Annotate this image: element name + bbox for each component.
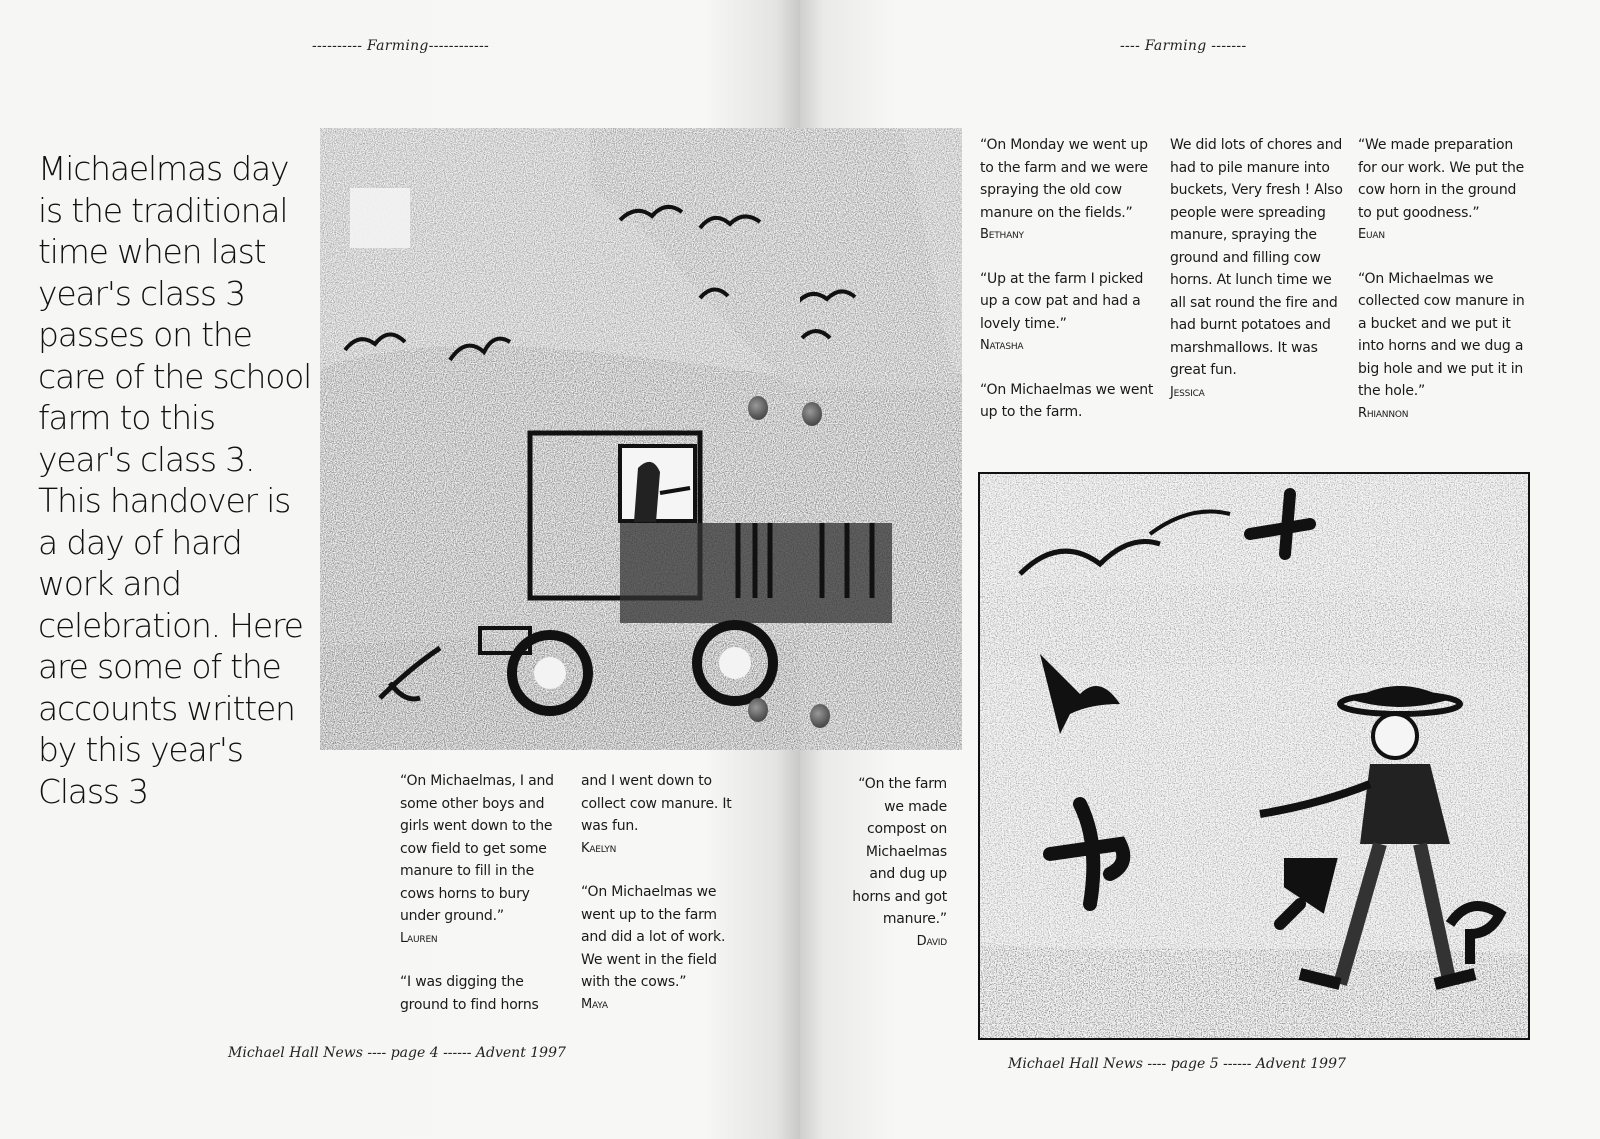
quotes-column-2 <box>1170 134 1345 425</box>
tractor-drawing-continued-svg <box>800 128 962 750</box>
binding-hole <box>802 402 822 426</box>
quote-text: “On Monday we went up to the farm and we were spraying the old cow manure on the fields.” <box>980 137 1148 221</box>
quote-david <box>852 773 947 974</box>
intro-text: Michaelmas day is the traditional time when last year's class 3 passes on the care of the school farm to this year's class 3. This handover is a day of hard work and celebration. Here are some of the accounts written by this year's Class 3 <box>38 149 312 811</box>
quote-rhiannon <box>1358 268 1533 426</box>
quote-text: “On Michaelmas we went up to the farm. <box>980 381 1154 420</box>
quote-author: Maya <box>581 996 608 1012</box>
tractor-drawing <box>320 128 800 750</box>
quote-euan <box>1358 134 1533 247</box>
quote-author: Lauren <box>400 930 438 946</box>
tractor-drawing-svg <box>320 128 800 750</box>
quote-text: “On Michaelmas we collected cow manure in a bucket and we put it into horns and we dug a big hole and we put it in the hole.” <box>1358 270 1525 399</box>
binding-hole <box>810 704 830 728</box>
quote-text: “On Michaelmas we went up to the farm and did a lot of work. We went in the field with the cows.” <box>581 884 726 990</box>
quote-jessica <box>1170 134 1345 404</box>
quote-natasha <box>980 268 1156 358</box>
quotes-column-1 <box>980 134 1156 445</box>
page-footer: Michael Hall News ---- page 4 ------ Advent 1997 <box>228 1045 566 1061</box>
quote-author: Kaelyn <box>581 840 617 856</box>
quotes-column-2 <box>581 770 746 1037</box>
page-5 <box>800 0 1600 1139</box>
quote-text: “Up at the farm I picked up a cow pat and had a lovely time.” <box>980 270 1144 332</box>
farmer-drawing <box>978 472 1530 1040</box>
quote-bethany <box>980 134 1156 247</box>
quote-kaelyn <box>581 770 746 860</box>
quote-author: Jessica <box>1170 384 1205 400</box>
quote-author: Bethany <box>980 227 1024 242</box>
quote-author: David <box>916 933 947 949</box>
quote-text: We did lots of chores and had to pile manure into buckets, Very fresh ! Also people were spreading manure, spraying the ground and filling cow horns. At lunch time we all sat round the fire and had burnt potatoes and marshmallows. It was great fun. <box>1170 137 1343 378</box>
quotes-column-1 <box>400 770 568 1037</box>
quote-text: “We made preparation for our work. We put the cow horn in the ground to put goodness.” <box>1358 137 1525 221</box>
quote-michaelmas <box>980 379 1156 424</box>
binding-hole <box>748 396 768 420</box>
quote-maya <box>581 881 746 1016</box>
quote-text: and I went down to collect cow manure. It was fun. <box>581 773 732 834</box>
running-head: ---- Farming ------- <box>1120 38 1247 54</box>
page-footer: Michael Hall News ---- page 5 ------ Advent 1997 <box>1008 1056 1346 1072</box>
farmer-drawing-svg <box>980 474 1528 1038</box>
running-head: ---------- Farming------------ <box>312 38 490 54</box>
quote-lauren <box>400 770 568 950</box>
quote-text: “On Michaelmas, I and some other boys and girls went down to the cow field to get some manure to fill in the cows horns to bury under ground.” <box>400 773 554 924</box>
tractor-drawing-continued <box>800 128 962 750</box>
quotes-column-3 <box>1358 134 1533 446</box>
quote-author: Natasha <box>980 338 1024 353</box>
quote-text: “On the farm we made compost on Michaelmas and dug up horns and got manure.” <box>852 776 947 927</box>
quote-digging <box>400 971 568 1016</box>
binding-hole <box>748 698 768 722</box>
quote-author: Rhiannon <box>1358 405 1409 421</box>
quote-text: “I was digging the ground to find horns <box>400 974 539 1013</box>
quote-author: Euan <box>1358 227 1385 242</box>
